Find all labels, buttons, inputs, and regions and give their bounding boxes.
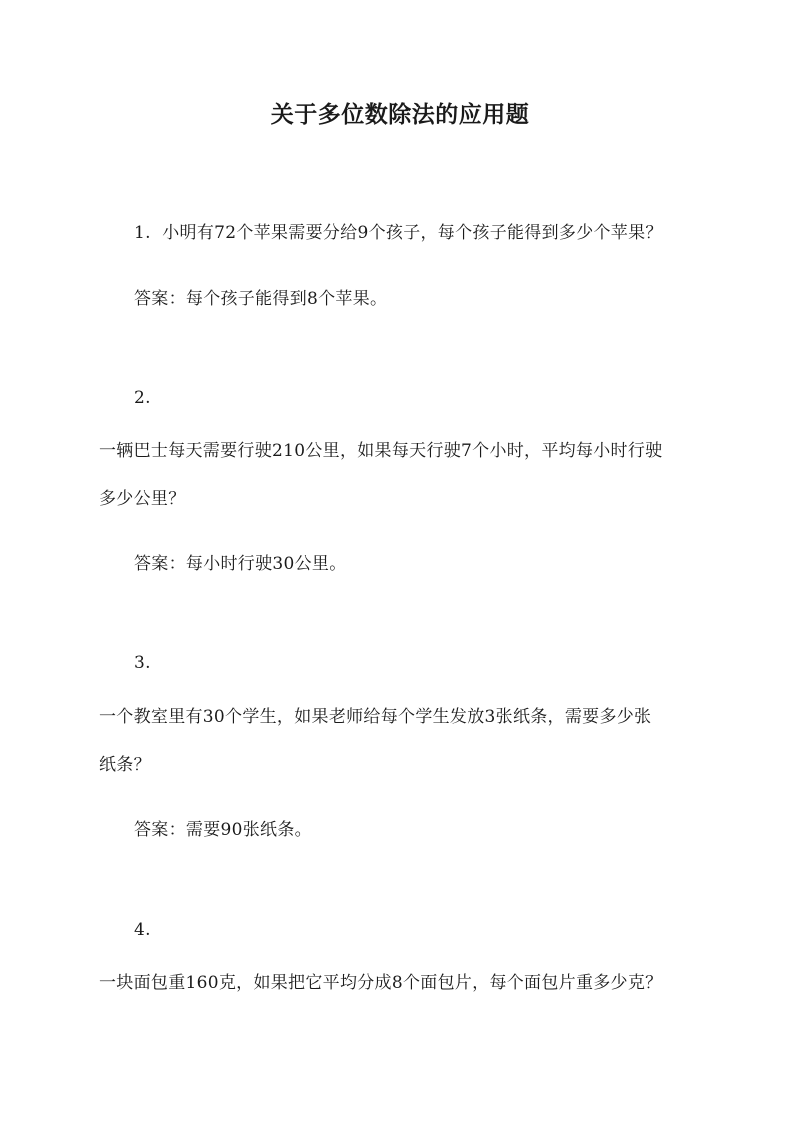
problem-2-answer: 答案：每小时行驶30公里。 [134,554,347,574]
problem-1-number: 1. [134,223,151,243]
page-title: 关于多位数除法的应用题 [270,101,530,128]
problem-1-answer: 答案：每个孩子能得到8个苹果。 [134,289,388,309]
problem-3-number: 3. [134,653,151,673]
problem-2-question-line-1: 一辆巴士每天需要行驶210公里，如果每天行驶7个小时，平均每小时行驶 [99,441,663,461]
problem-1-question-line-1: 小明有72个苹果需要分给9个孩子，每个孩子能得到多少个苹果？ [162,223,663,243]
problem-3-question-line-1: 一个教室里有30个学生，如果老师给每个学生发放3张纸条，需要多少张 [99,707,652,727]
problem-3-answer: 答案：需要90张纸条。 [134,820,312,840]
problem-2-number: 2. [134,388,151,408]
problem-4-question-line-1: 一块面包重160克，如果把它平均分成8个面包片，每个面包片重多少克？ [99,973,663,993]
problem-3-question-line-2: 纸条？ [99,755,151,775]
problem-4-number: 4. [134,920,151,940]
problem-2-question-line-2: 多少公里？ [99,489,186,509]
problem-1-question [134,218,663,243]
